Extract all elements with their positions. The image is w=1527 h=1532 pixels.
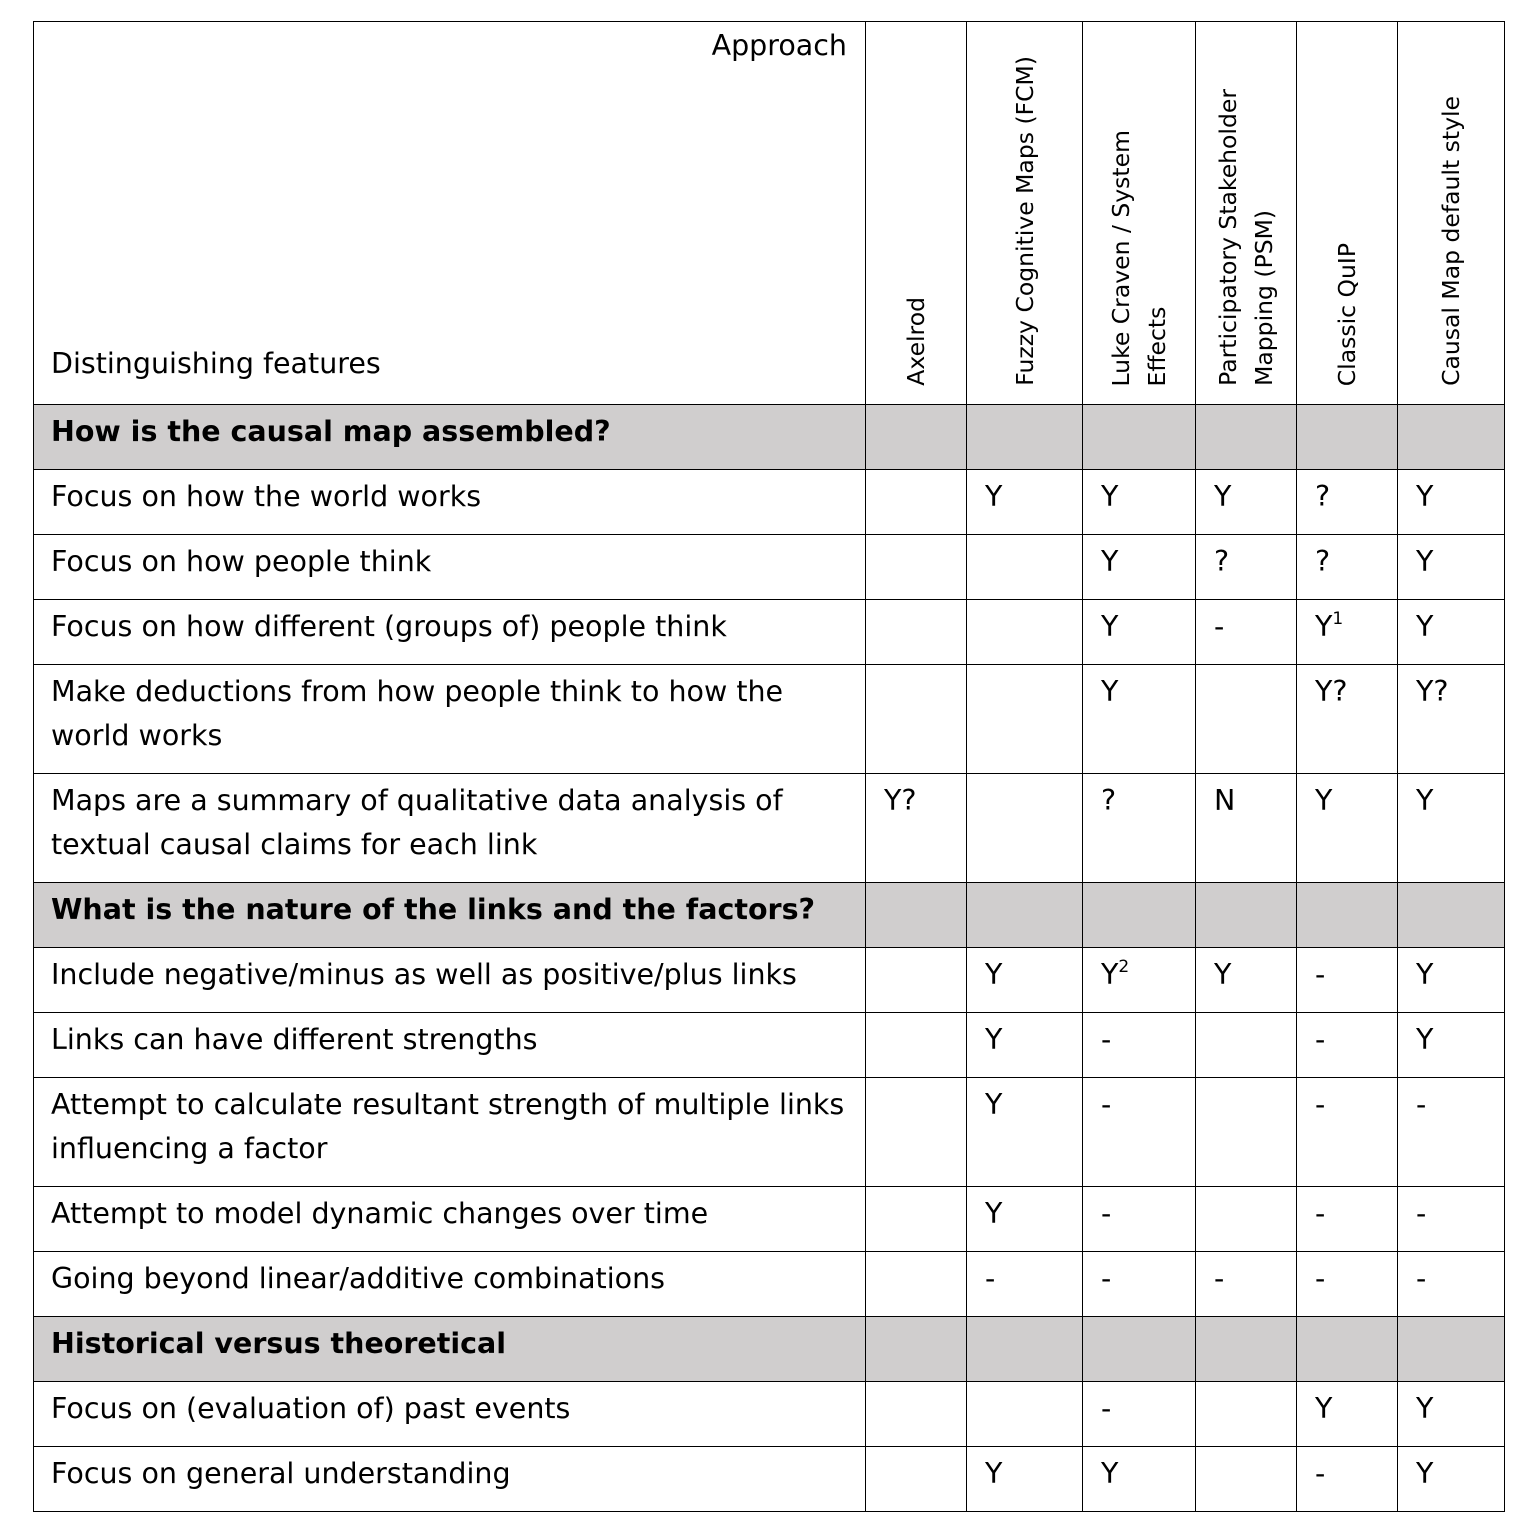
- section-empty-cell: [866, 883, 967, 948]
- value-cell: [1297, 665, 1398, 774]
- table-row: [34, 470, 1505, 535]
- value-cell: [1297, 774, 1398, 883]
- value-mark: -: [1315, 958, 1326, 991]
- value-cell: [967, 600, 1083, 665]
- value-cell: [1083, 470, 1196, 535]
- value-mark: -: [1101, 1088, 1112, 1121]
- value-text: [1196, 1257, 1296, 1301]
- section-empty-cell: [866, 405, 967, 470]
- value-cell: [866, 948, 967, 1013]
- value-text: [1083, 670, 1195, 714]
- value-cell: [1297, 1447, 1398, 1512]
- value-cell: [1196, 948, 1297, 1013]
- value-text: [1297, 670, 1397, 714]
- value-mark: Y: [1214, 480, 1232, 513]
- value-cell: [1398, 535, 1505, 600]
- value-text: [1398, 1018, 1504, 1062]
- section-title: Historical versus theoretical: [34, 1317, 866, 1382]
- feature-label: Make deductions from how people think to how the world works: [34, 665, 866, 774]
- value-mark: Y: [1101, 545, 1119, 578]
- value-text: [1297, 1192, 1397, 1236]
- value-mark: ?: [1101, 784, 1117, 817]
- footnote-marker: 1: [1332, 609, 1344, 629]
- value-text: [967, 953, 1082, 997]
- value-cell: [866, 1078, 967, 1187]
- value-cell: [866, 1382, 967, 1447]
- value-text: [1083, 605, 1195, 649]
- section-header-row: [34, 883, 1505, 948]
- value-text: [1398, 540, 1504, 584]
- value-text: [967, 475, 1082, 519]
- value-cell: [1083, 1447, 1196, 1512]
- approach-header-psm: Participatory Stakeholder Mapping (PSM): [1196, 22, 1297, 405]
- value-cell: [967, 948, 1083, 1013]
- value-cell: [1398, 1382, 1505, 1447]
- section-empty-cell: [1196, 1317, 1297, 1382]
- corner-cell: [34, 22, 866, 405]
- value-mark: Y: [1101, 610, 1119, 643]
- value-text: [1398, 1257, 1504, 1301]
- value-cell: [1196, 1447, 1297, 1512]
- value-mark: Y: [985, 1457, 1003, 1490]
- section-empty-cell: [1398, 405, 1505, 470]
- value-text: [1083, 1018, 1195, 1062]
- value-cell: [967, 665, 1083, 774]
- value-mark: -: [1101, 1197, 1112, 1230]
- value-mark: -: [1101, 1023, 1112, 1056]
- value-mark: -: [1101, 1392, 1112, 1425]
- value-mark: Y: [1416, 610, 1434, 643]
- value-mark: Y: [1101, 1457, 1119, 1490]
- table-row: [34, 1447, 1505, 1512]
- value-mark: Y?: [1416, 675, 1449, 708]
- value-cell: [967, 774, 1083, 883]
- feature-label: Focus on (evaluation of) past events: [34, 1382, 866, 1447]
- value-mark: Y: [985, 1023, 1003, 1056]
- value-text: [967, 1083, 1082, 1127]
- table-row: [34, 1382, 1505, 1447]
- value-cell: [1083, 1252, 1196, 1317]
- value-cell: [967, 1187, 1083, 1252]
- value-cell: [967, 1447, 1083, 1512]
- value-cell: [866, 1013, 967, 1078]
- value-cell: [1083, 600, 1196, 665]
- value-cell: [1196, 600, 1297, 665]
- approach-header-luke-craven: Luke Craven / System Effects: [1083, 22, 1196, 405]
- value-mark: ?: [1214, 545, 1230, 578]
- value-cell: [866, 665, 967, 774]
- value-cell: [1196, 665, 1297, 774]
- value-cell: [1398, 1447, 1505, 1512]
- value-mark: ?: [1315, 480, 1331, 513]
- value-cell: [1196, 1382, 1297, 1447]
- value-cell: [1083, 1013, 1196, 1078]
- value-mark: -: [1214, 1262, 1225, 1295]
- value-text: [1398, 670, 1504, 714]
- section-title: What is the nature of the links and the factors?: [34, 883, 866, 948]
- value-cell: [1398, 665, 1505, 774]
- section-header-row: [34, 405, 1505, 470]
- value-text: [1297, 1083, 1397, 1127]
- feature-label: Attempt to model dynamic changes over time: [34, 1187, 866, 1252]
- value-cell: [866, 1447, 967, 1512]
- value-cell: [1297, 1187, 1398, 1252]
- value-text: [1083, 1387, 1195, 1431]
- value-cell: [967, 1078, 1083, 1187]
- value-mark: -: [1416, 1197, 1427, 1230]
- value-mark: Y: [985, 958, 1003, 991]
- section-empty-cell: [1196, 405, 1297, 470]
- value-mark: Y: [1416, 1392, 1434, 1425]
- value-text: [1196, 953, 1296, 997]
- section-empty-cell: [967, 883, 1083, 948]
- value-mark: N: [1214, 784, 1236, 817]
- value-mark: -: [1416, 1088, 1427, 1121]
- value-mark: Y: [1101, 958, 1119, 991]
- value-text: [1083, 475, 1195, 519]
- value-text: [1297, 475, 1397, 519]
- approach-label: Approach: [711, 29, 847, 62]
- value-cell: [866, 470, 967, 535]
- value-cell: [1083, 1187, 1196, 1252]
- table-row: [34, 535, 1505, 600]
- approach-header-causal-map: Causal Map default style: [1398, 22, 1505, 405]
- value-mark: Y: [1416, 480, 1434, 513]
- value-mark: Y: [1315, 610, 1333, 643]
- value-cell: [1398, 1252, 1505, 1317]
- value-cell: [1083, 1078, 1196, 1187]
- value-cell: [1297, 948, 1398, 1013]
- table-row: [34, 665, 1505, 774]
- value-cell: [1297, 1013, 1398, 1078]
- table-row: [34, 1013, 1505, 1078]
- value-mark: -: [1315, 1197, 1326, 1230]
- value-mark: -: [1315, 1457, 1326, 1490]
- value-mark: -: [1101, 1262, 1112, 1295]
- value-text: [1083, 779, 1195, 823]
- table-body: [34, 405, 1505, 1512]
- value-mark: Y: [1315, 784, 1333, 817]
- value-mark: Y: [1416, 1457, 1434, 1490]
- value-text: [1398, 779, 1504, 823]
- section-empty-cell: [866, 1317, 967, 1382]
- value-text: [1196, 540, 1296, 584]
- value-cell: [1083, 948, 1196, 1013]
- value-text: [1297, 1018, 1397, 1062]
- value-mark: Y: [1416, 784, 1434, 817]
- value-text: [1297, 1257, 1397, 1301]
- value-text: [967, 1192, 1082, 1236]
- value-cell: [1398, 600, 1505, 665]
- value-cell: [1196, 470, 1297, 535]
- value-text: [1398, 1192, 1504, 1236]
- value-cell: [1196, 1013, 1297, 1078]
- value-text: [1083, 540, 1195, 584]
- value-text: [967, 1257, 1082, 1301]
- value-cell: [1196, 535, 1297, 600]
- value-mark: Y: [985, 1197, 1003, 1230]
- header-row: [34, 22, 1505, 405]
- value-cell: [967, 1013, 1083, 1078]
- value-mark: -: [1315, 1262, 1326, 1295]
- footnote-marker: 2: [1118, 957, 1130, 977]
- value-mark: ?: [1315, 545, 1331, 578]
- value-mark: -: [1315, 1088, 1326, 1121]
- value-cell: [967, 535, 1083, 600]
- value-mark: -: [1214, 610, 1225, 643]
- value-cell: [1398, 1078, 1505, 1187]
- feature-label: Focus on how different (groups of) people think: [34, 600, 866, 665]
- value-cell: [1083, 1382, 1196, 1447]
- value-cell: [1297, 1078, 1398, 1187]
- value-mark: Y: [985, 480, 1003, 513]
- value-mark: -: [985, 1262, 996, 1295]
- value-text: [1083, 1257, 1195, 1301]
- value-cell: [1398, 774, 1505, 883]
- value-mark: Y: [1315, 1392, 1333, 1425]
- approach-header-fcm: Fuzzy Cognitive Maps (FCM): [967, 22, 1083, 405]
- value-text: [1083, 1192, 1195, 1236]
- value-cell: [866, 1252, 967, 1317]
- value-text: [1083, 1452, 1195, 1496]
- value-cell: [1083, 665, 1196, 774]
- value-mark: Y: [1101, 675, 1119, 708]
- value-mark: -: [1416, 1262, 1427, 1295]
- value-cell: [1297, 1382, 1398, 1447]
- feature-label: Maps are a summary of qualitative data analysis of textual causal claims for each link: [34, 774, 866, 883]
- value-text: [1196, 605, 1296, 649]
- table-row: [34, 1252, 1505, 1317]
- value-cell: [967, 470, 1083, 535]
- value-mark: Y: [1416, 958, 1434, 991]
- features-label: Distinguishing features: [51, 347, 381, 380]
- value-text: [1083, 953, 1195, 997]
- value-cell: [1398, 1187, 1505, 1252]
- value-cell: [967, 1382, 1083, 1447]
- value-text: [1398, 605, 1504, 649]
- value-text: [1398, 1083, 1504, 1127]
- table-row: [34, 600, 1505, 665]
- value-mark: Y: [985, 1088, 1003, 1121]
- table-row: [34, 1078, 1505, 1187]
- section-empty-cell: [1083, 1317, 1196, 1382]
- section-empty-cell: [1297, 405, 1398, 470]
- value-text: [1196, 475, 1296, 519]
- value-text: [1083, 1083, 1195, 1127]
- table-row: [34, 774, 1505, 883]
- value-mark: -: [1315, 1023, 1326, 1056]
- value-cell: [1083, 535, 1196, 600]
- comparison-table: [33, 21, 1505, 1512]
- value-text: [1196, 779, 1296, 823]
- feature-label: Focus on how the world works: [34, 470, 866, 535]
- section-empty-cell: [1083, 883, 1196, 948]
- value-text: [1297, 779, 1397, 823]
- value-cell: [1196, 1078, 1297, 1187]
- value-text: [1297, 540, 1397, 584]
- section-title: How is the causal map assembled?: [34, 405, 866, 470]
- feature-label: Include negative/minus as well as positive/plus links: [34, 948, 866, 1013]
- value-mark: Y: [1416, 545, 1434, 578]
- value-text: [1297, 1452, 1397, 1496]
- section-empty-cell: [1083, 405, 1196, 470]
- approach-header-axelrod: Axelrod: [866, 22, 967, 405]
- value-mark: Y: [1416, 1023, 1434, 1056]
- section-empty-cell: [1297, 883, 1398, 948]
- value-text: [1398, 953, 1504, 997]
- value-text: [967, 1452, 1082, 1496]
- table-row: [34, 1187, 1505, 1252]
- value-mark: Y?: [884, 784, 917, 817]
- value-cell: [866, 535, 967, 600]
- value-text: [866, 779, 966, 823]
- value-text: [1297, 605, 1397, 649]
- value-cell: [1398, 948, 1505, 1013]
- value-cell: [967, 1252, 1083, 1317]
- value-cell: [1083, 774, 1196, 883]
- feature-label: Attempt to calculate resultant strength of multiple links influencing a factor: [34, 1078, 866, 1187]
- value-text: [1297, 1387, 1397, 1431]
- feature-label: Focus on how people think: [34, 535, 866, 600]
- value-cell: [866, 1187, 967, 1252]
- section-empty-cell: [967, 405, 1083, 470]
- value-text: [1398, 475, 1504, 519]
- feature-label: Going beyond linear/additive combinations: [34, 1252, 866, 1317]
- value-cell: [1297, 600, 1398, 665]
- value-mark: Y: [1214, 958, 1232, 991]
- value-text: [967, 1018, 1082, 1062]
- value-text: [1297, 953, 1397, 997]
- value-cell: [866, 600, 967, 665]
- section-empty-cell: [1398, 883, 1505, 948]
- feature-label: Links can have different strengths: [34, 1013, 866, 1078]
- section-empty-cell: [1297, 1317, 1398, 1382]
- value-cell: [1398, 470, 1505, 535]
- section-empty-cell: [1398, 1317, 1505, 1382]
- section-empty-cell: [967, 1317, 1083, 1382]
- value-mark: Y?: [1315, 675, 1348, 708]
- value-cell: [1196, 1187, 1297, 1252]
- section-header-row: [34, 1317, 1505, 1382]
- value-mark: Y: [1101, 480, 1119, 513]
- value-text: [1398, 1387, 1504, 1431]
- value-cell: [1196, 1252, 1297, 1317]
- feature-label: Focus on general understanding: [34, 1447, 866, 1512]
- value-cell: [1297, 470, 1398, 535]
- approach-header-classic-quip: Classic QuIP: [1297, 22, 1398, 405]
- table-row: [34, 948, 1505, 1013]
- section-empty-cell: [1196, 883, 1297, 948]
- value-cell: [1398, 1013, 1505, 1078]
- value-cell: [866, 774, 967, 883]
- value-cell: [1196, 774, 1297, 883]
- value-cell: [1297, 1252, 1398, 1317]
- value-cell: [1297, 535, 1398, 600]
- value-text: [1398, 1452, 1504, 1496]
